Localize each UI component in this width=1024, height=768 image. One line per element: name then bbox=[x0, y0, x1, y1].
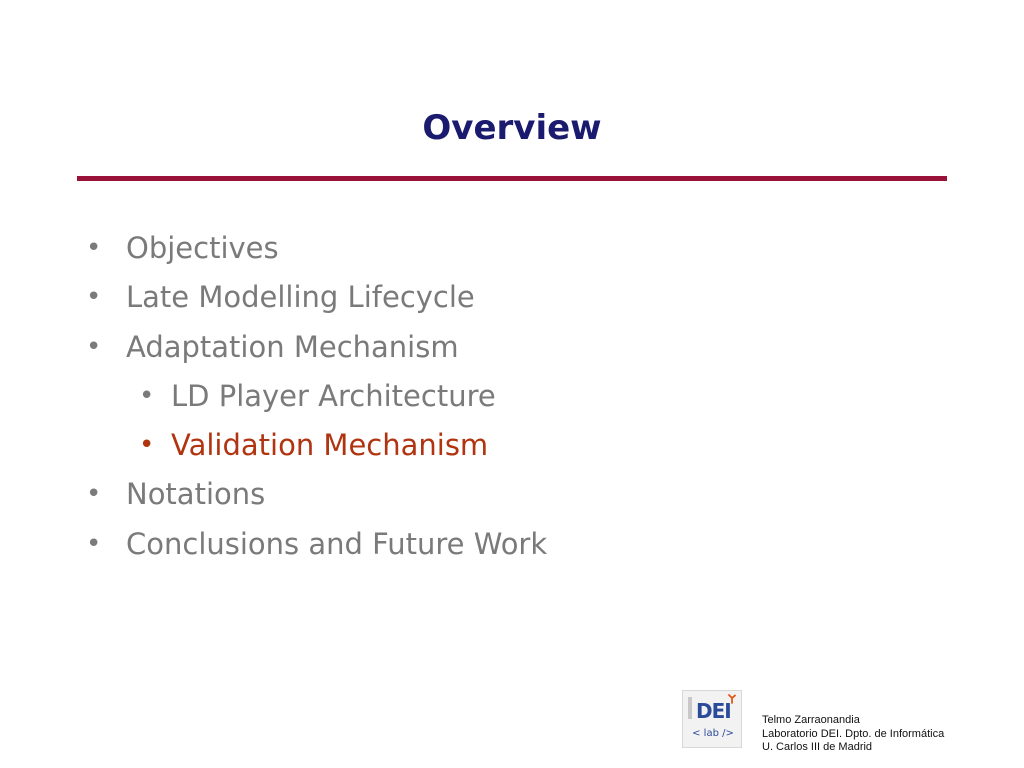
bullet-dot: • bbox=[86, 282, 102, 313]
bullet-notations bbox=[0, 472, 1024, 521]
footer-university: U. Carlos III de Madrid bbox=[762, 741, 873, 753]
logo-name: DEI bbox=[696, 699, 731, 723]
bullet-label: Conclusions and Future Work bbox=[126, 526, 548, 561]
bullet-conclusions-and-future-work bbox=[0, 522, 1024, 571]
dei-lab-logo bbox=[682, 690, 742, 748]
bullet-dot: • bbox=[86, 233, 102, 263]
logo-bar bbox=[688, 697, 692, 719]
bullet-list bbox=[0, 226, 1024, 571]
bullet-label: Notations bbox=[126, 477, 266, 512]
bullet-dot: • bbox=[86, 331, 102, 362]
sub-bullet-validation-mechanism bbox=[0, 423, 1024, 472]
bullet-label: Late Modelling Lifecycle bbox=[126, 280, 475, 315]
bullet-adaptation-mechanism bbox=[0, 325, 1024, 374]
bullet-dot: • bbox=[86, 528, 102, 559]
title-divider bbox=[77, 176, 947, 181]
footer-affiliation: Laboratorio DEI. Dpto. de Informática bbox=[762, 727, 945, 740]
footer-credits bbox=[762, 714, 944, 755]
sub-bullet-ld-player-architecture bbox=[0, 374, 1024, 423]
logo-sub: < lab /> bbox=[692, 728, 734, 739]
bullet-dot: • bbox=[86, 479, 102, 510]
bullet-late-modelling-lifecycle bbox=[0, 275, 1024, 324]
bullet-label: LD Player Architecture bbox=[171, 378, 496, 413]
footer-author: Telmo Zarraonandia bbox=[762, 714, 860, 726]
bullet-label: Adaptation Mechanism bbox=[126, 329, 459, 364]
bullet-objectives bbox=[0, 226, 1024, 275]
bullet-label: Objectives bbox=[126, 231, 279, 265]
bullet-dot: • bbox=[139, 380, 155, 411]
bullet-dot: • bbox=[139, 430, 155, 461]
spark-icon bbox=[727, 694, 737, 704]
slide-title: Overview bbox=[422, 108, 602, 148]
bullet-label: Validation Mechanism bbox=[171, 428, 489, 463]
